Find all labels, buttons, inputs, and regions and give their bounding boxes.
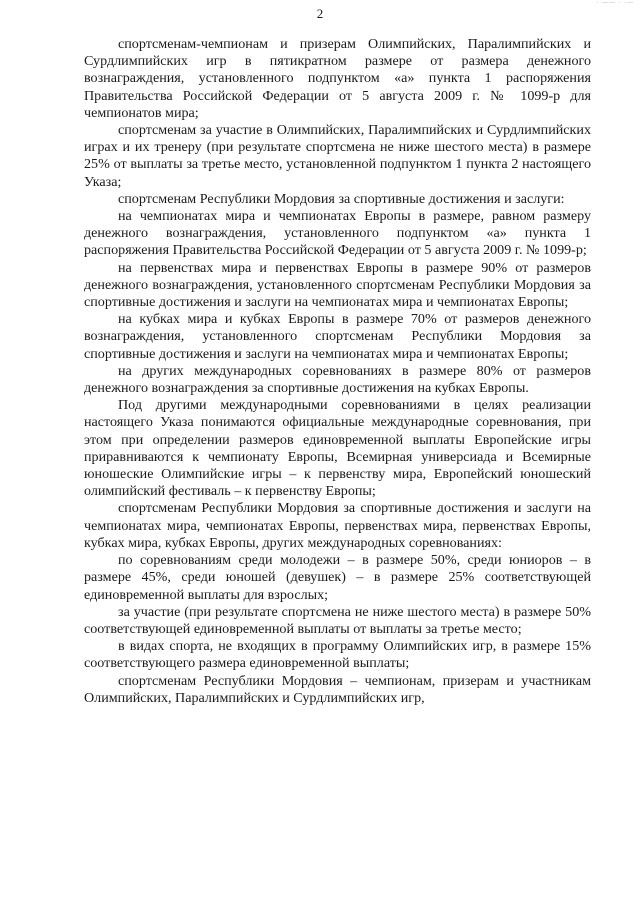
paragraph-participation-sixth-place: за участие (при результате спортсмена не ниже шестого места) в размере 50% соответствующей единовременной выплаты от выплаты за третье место; [84, 603, 591, 637]
scan-corner-mark: · —— · ·— [596, 0, 634, 6]
paragraph-mordovia-international: спортсменам Республики Мордовия за спортивные достижения и заслуги на чемпионатах мира, чемпионатах Европы, первенствах мира, первенствах Европы, кубках мира, кубках Европы, других международных соревнованиях: [84, 500, 591, 551]
paragraph-age-categories: по соревнованиям среди молодежи – в размере 50%, среди юниоров – в размере 45%, среди юношей (девушек) – в размере 25% соответствующей единовременной выплаты для взрослых; [84, 552, 591, 603]
paragraph-champions-prizewinners: спортсменам-чемпионам и призерам Олимпийских, Паралимпийских и Сурдлимпийских игр в пятикратном размере от размера денежного вознаграждения, установленного подпунктом «а» пункта 1 распоряжения Правительства Российской Федерации от 5 августа 2009 г. № 1099-р для чемпионатов мира; [84, 36, 591, 121]
paragraph-non-olympic-sports: в видах спорта, не входящих в программу Олимпийских игр, в размере 15% соответствующего размера единовременной выплаты; [84, 638, 591, 672]
paragraph-other-international: на других международных соревнованиях в размере 80% от размеров денежного вознаграждения за спортивные достижения на кубках Европы. [84, 362, 591, 397]
paragraph-participation-olympic: спортсменам за участие в Олимпийских, Паралимпийских и Сурдлимпийских играх и их тренеру (при результате спортсмена не ниже шестого места) в размере 25% от выплаты за третье место, установленной подпунктом 1 пункта 2 настоящего Указа; [84, 122, 591, 190]
paragraph-mordovia-achievements: спортсменам Республики Мордовия за спортивные достижения и заслуги: [118, 190, 565, 207]
document-body [84, 36, 591, 707]
page-number: 2 [316, 6, 324, 21]
paragraph-olympic-participants: спортсменам Республики Мордовия – чемпионам, призерам и участникам Олимпийских, Паралимпийских и Сурдлимпийских игр, [84, 672, 591, 706]
paragraph-world-european-cups: на кубках мира и кубках Европы в размере 70% от размеров денежного вознаграждения, установленного спортсменам Республики Мордовия за спортивные достижения и заслуги на чемпионатах мира и чемпионатах Европы; [84, 311, 591, 362]
paragraph-international-definition: Под другими международными соревнованиями в целях реализации настоящего Указа понимаются официальные международные соревнования, при этом при определении размеров единовременной выплаты Европейские игры приравниваются к чемпионату Европы, Всемирная универсиада и Всемирные юношеские Олимпийские игры – к первенству мира, Европейский юношеский олимпийский фестиваль – к первенству Европы; [84, 397, 591, 500]
paragraph-world-european-championships: на чемпионатах мира и чемпионатах Европы в размере, равном размеру денежного вознаграждения, установленного подпунктом «а» пункта 1 распоряжения Правительства Российской Федерации от 5 августа 2009 г. № 1099-р; [84, 208, 591, 259]
paragraph-world-european-youth: на первенствах мира и первенствах Европы в размере 90% от размеров денежного вознаграждения, установленного спортсменам Республики Мордовия за спортивные достижения и заслуги на чемпионатах мира и чемпионатах Европы; [84, 259, 591, 311]
